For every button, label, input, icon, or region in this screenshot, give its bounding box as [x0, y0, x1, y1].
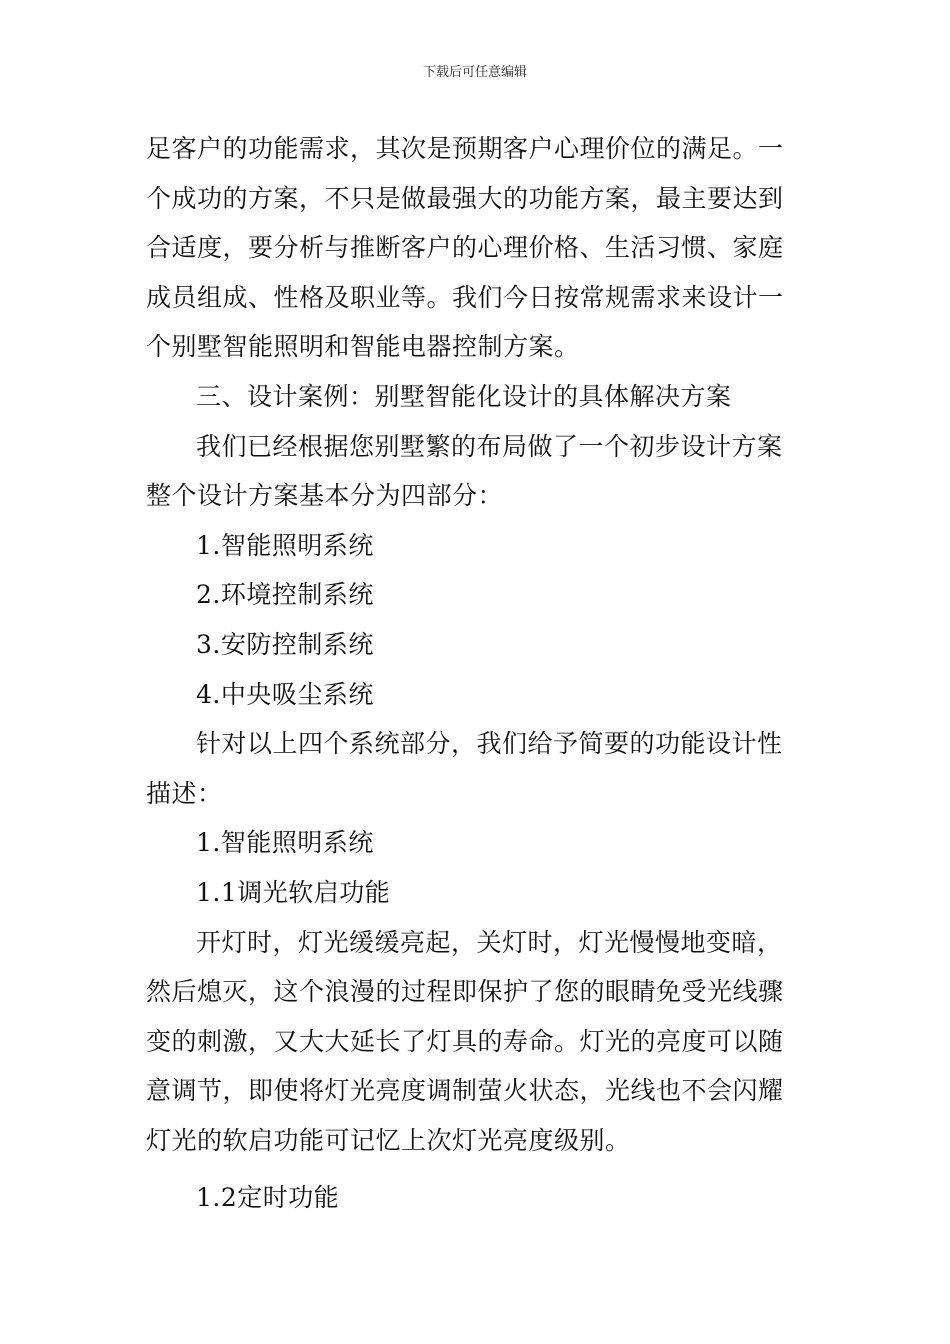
section-heading-3: 三、设计案例：别墅智能化设计的具体解决方案 — [196, 381, 732, 411]
section-heading-1-2: 1.2定时功能 — [196, 1183, 340, 1213]
paragraph-line: 个别墅智能照明和智能电器控制方案。 — [146, 332, 580, 362]
paragraph-line: 针对以上四个系统部分，我们给予简要的功能设计性 — [196, 729, 783, 759]
page-header-note: 下载后可任意编辑 — [422, 65, 527, 80]
section-heading-1-1: 1.1调光软启功能 — [196, 877, 391, 907]
paragraph-line: 意调节，即使将灯光亮度调制萤火状态，光线也不会闪耀 — [146, 1076, 784, 1106]
paragraph-line: 描述： — [146, 778, 223, 808]
list-item: 3.安防控制系统 — [196, 629, 374, 659]
section-heading-1: 1.智能照明系统 — [196, 828, 374, 858]
paragraph-line: 开灯时，灯光缓缓亮起，关灯时，灯光慢慢地变暗， — [196, 927, 783, 957]
paragraph-line: 整个设计方案基本分为四部分： — [146, 481, 504, 511]
paragraph-line: 然后熄灭，这个浪漫的过程即保护了您的眼睛免受光线骤 — [146, 977, 784, 1007]
paragraph-line: 我们已经根据您别墅繁的布局做了一个初步设计方案 — [196, 431, 783, 461]
paragraph-line: 足客户的功能需求，其次是预期客户心理价位的满足。一 — [146, 134, 784, 163]
document-body — [146, 124, 808, 1223]
spacer — [146, 1165, 808, 1173]
paragraph-line: 成员组成、性格及职业等。我们今日按常规需求来设计一 — [146, 282, 784, 312]
list-item: 1.智能照明系统 — [196, 530, 374, 560]
paragraph-line: 变的刺激，又大大延长了灯具的寿命。灯光的亮度可以随 — [146, 1026, 784, 1056]
paragraph-line: 个成功的方案，不只是做最强大的功能方案，最主要达到 — [146, 183, 784, 213]
paragraph-line: 灯光的软启功能可记忆上次灯光亮度级别。 — [146, 1125, 631, 1155]
list-item: 2.环境控制系统 — [196, 580, 374, 610]
list-item: 4.中央吸尘系统 — [196, 679, 374, 709]
paragraph-line: 合适度，要分析与推断客户的心理价格、生活习惯、家庭 — [146, 233, 784, 263]
